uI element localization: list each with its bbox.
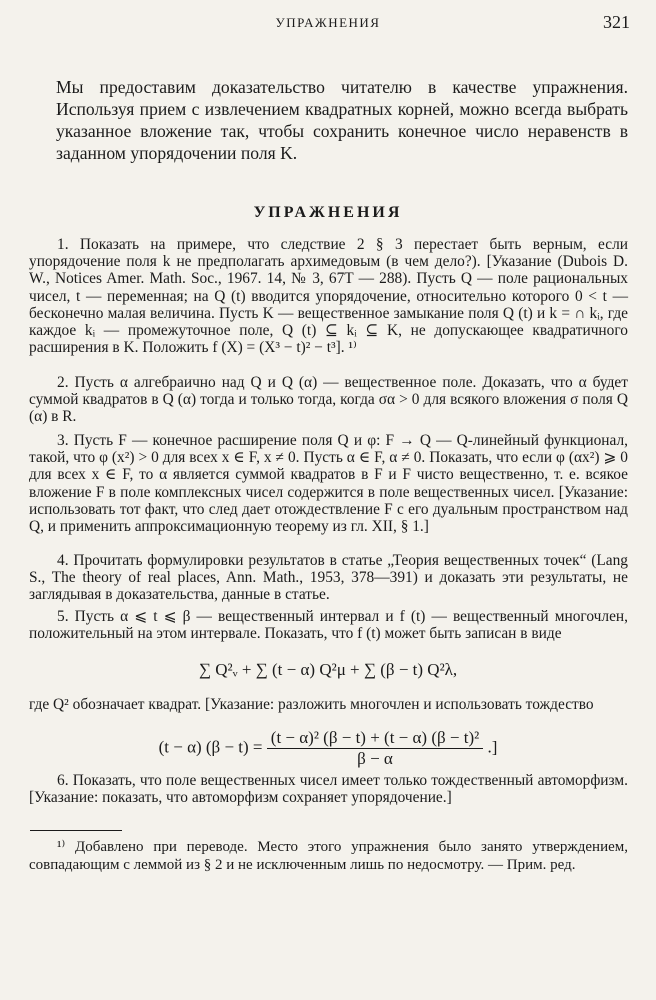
exercise-text-line: K — вещественное замыкание поля Q (t) и k = ∩ kᵢ, где каждое kᵢ — промежуточное поле, Q (t) ⊆ kᵢ ⊆ K, не допускающее квадратичного расширения <box>29 304 629 357</box>
exercise-5-continuation: где Q² обозначает квадрат. [Указание: разложить многочлен и использовать тождество <box>29 696 594 713</box>
exercise-text: Прочитать формулировки результатов в статье „Теория вещественных точек“ (Lang S., The theory of real places, Ann. Math., 1953, 378—391) и доказать эти результаты, не заглядывая в доказательства, данные в статье. <box>29 552 628 604</box>
identity-fraction <box>267 728 483 769</box>
footnote-marker: ¹⁾ <box>57 839 66 855</box>
exercise-number: 6. <box>57 772 69 789</box>
exercise-text: Пусть α ⩽ t ⩽ β — вещественный интервал и f (t) — вещественный многочлен, положительный на этом интервале. Показать, что f (t) может быть записан в виде <box>29 608 628 643</box>
exercise-5 <box>29 608 628 642</box>
exercise-number: 4. <box>57 552 69 569</box>
footnote-text: Добавлено при переводе. Место этого упражнения было занято утверждением, совпадающим с леммой из § 2 и не исключенным лишь по недосмотру. — Прим. ред. <box>29 839 629 874</box>
section-heading: УПРАЖНЕНИЯ <box>253 204 403 221</box>
exercise-2 <box>29 374 628 426</box>
running-head <box>0 12 656 34</box>
exercise-number: 5. <box>57 608 69 625</box>
exercise-text: Показать, что поле вещественных чисел имеет только тождественный автоморфизм. [Указание: показать, что автоморфизм сохраняет упорядочение.] <box>29 772 628 807</box>
exercise-text-line: Показать на примере, что следствие 2 § 3 перестает быть верным, <box>79 236 587 253</box>
footnote <box>29 838 628 875</box>
sum-of-squares-formula: ∑ Q²ᵥ + ∑ (t − α) Q²μ + ∑ (β − t) Q²λ, <box>198 660 458 679</box>
exercise-text-line: в K. Положить f (X) = (X³ − t)² − t³]. ¹⁾ <box>112 339 357 357</box>
exercise-4 <box>29 552 628 604</box>
exercise-1 <box>29 236 628 356</box>
running-title: УПРАЖНЕНИЯ <box>275 15 381 30</box>
exercise-6 <box>29 772 628 806</box>
exercise-number: 3. <box>57 432 69 449</box>
identity-denominator: β − α <box>357 749 393 768</box>
exercise-3 <box>29 432 628 535</box>
identity-end: .] <box>487 737 498 757</box>
exercise-text-line: Пусть Q — поле рациональных чисел, t — переменная; на Q (t) вводится упорядочение, относительно которого 0 < t — бесконечно малая величина. Пусть <box>29 270 628 322</box>
footnote-divider <box>30 830 122 831</box>
exercise-number: 1. <box>57 236 69 253</box>
exercise-text: Пусть α алгебраично над Q и Q (α) — вещественное поле. Доказать, что α будет суммой квадратов в Q (α) тогда и только тогда, когда σα > 0 для всякого вложения σ поля Q (α) в R. <box>29 374 628 426</box>
intro-paragraph: Мы предоставим доказательство читателю в качестве упражнения. Используя прием с извлечением квадратных корней, можно всегда выбрать указанное вложение так, чтобы сохранить конечное число неравенств в заданном упорядочении поля K. <box>56 77 628 163</box>
exercise-number: 2. <box>57 374 69 391</box>
exercise-text: Пусть F — конечное расширение поля Q и φ: F → Q — Q-линейный функционал, такой, что φ (x²) > 0 для всех x ∈ F, x ≠ 0. Пусть α ∈ F, α ≠ 0. Показать, что если φ (αx²) ⩾ 0 для всех x ∈ F, то α является суммой квадратов в F и F чисто вещественно, т. е. всякое вложение F в поле комплексных чисел содержится в поле вещественных чисел. [Указание: использовать тот факт, что след дает отождествление F с его дуальным пространством над Q, и применить аппроксимационную теорему из гл. XII, § 1.] <box>29 432 628 536</box>
page-number: 321 <box>603 12 630 32</box>
identity-lhs: (t − α) (β − t) = <box>158 737 263 757</box>
identity-numerator: (t − α)² (β − t) + (t − α) (β − t)² <box>267 728 483 749</box>
exercise-text-line: если упорядочение поля k не предполагать архимедовым (в чем дело?). [Указание (Dubois D. W., Notices Amer. Math. Soc., 1967. 14, № 3, 67T — 288). <box>29 236 628 288</box>
identity-formula <box>0 728 656 769</box>
